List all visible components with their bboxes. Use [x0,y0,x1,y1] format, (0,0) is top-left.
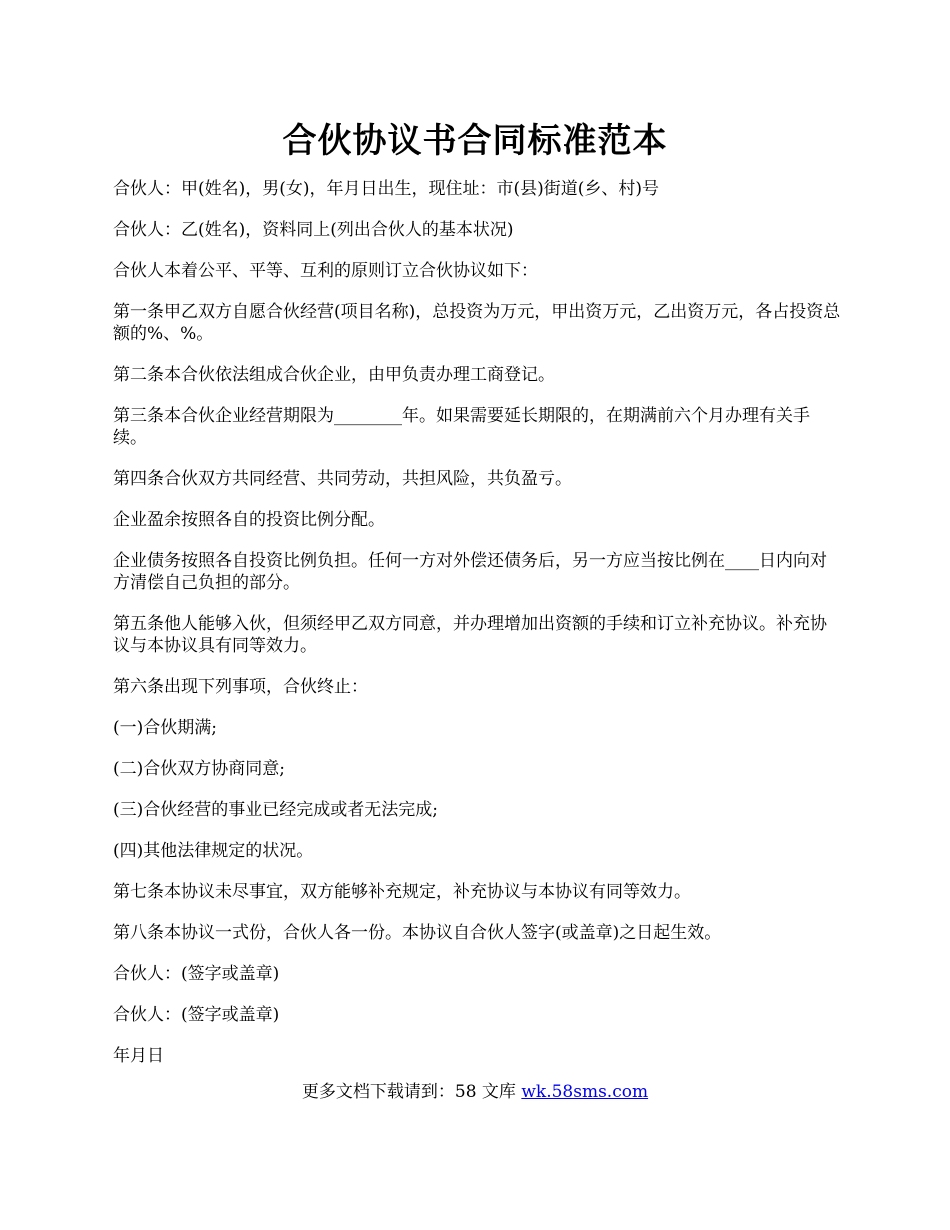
list-item-termination-4: (四)其他法律规定的状况。 [113,841,314,861]
paragraph-profit-distribution: 企业盈余按照各自的投资比例分配。 [113,510,385,530]
list-item-termination-1: (一)合伙期满; [113,718,217,738]
date-line: 年月日 [113,1046,164,1066]
paragraph-debt-liability: 企业债务按照各自投资比例负担。任何一方对外偿还债务后，另一方应当按比例在____日内向对方清偿自己负担的部分。 [113,551,827,593]
paragraph-article-6: 第六条出现下列事项，合伙终止： [113,677,368,697]
footer-download-note [0,1081,950,1103]
paragraph-article-7: 第七条本协议未尽事宜，双方能够补充规定，补充协议与本协议有同等效力。 [113,882,691,902]
paragraph-article-4: 第四条合伙双方共同经营、共同劳动，共担风险，共负盈亏。 [113,469,572,489]
signature-line-partner-2: 合伙人：(签字或盖章) [113,1005,280,1025]
paragraph-article-1: 第一条甲乙双方自愿合伙经营(项目名称)，总投资为万元，甲出资万元，乙出资万元，各占投资总额的%、%。 [113,302,841,344]
paragraph-partner-a: 合伙人：甲(姓名)，男(女)，年月日出生，现住址：市(县)街道(乡、村)号 [113,179,660,199]
paragraph-article-3: 第三条本合伙企业经营期限为________年。如果需要延长期限的，在期满前六个月办理有关手续。 [113,406,810,448]
list-item-termination-2: (二)合伙双方协商同意; [113,759,285,779]
document-body [113,178,843,1086]
signature-line-partner-1: 合伙人：(签字或盖章) [113,964,280,984]
footer-link[interactable]: wk.58sms.com [521,1082,649,1102]
paragraph-article-5: 第五条他人能够入伙，但须经甲乙双方同意，并办理增加出资额的手续和订立补充协议。补充协议与本协议具有同等效力。 [113,614,827,656]
paragraph-article-8: 第八条本协议一式份，合伙人各一份。本协议自合伙人签字(或盖章)之日起生效。 [113,923,722,943]
page-title: 合伙协议书合同标准范本 [282,121,668,161]
list-item-termination-3: (三)合伙经营的事业已经完成或者无法完成; [113,800,438,820]
paragraph-partner-b: 合伙人：乙(姓名)，资料同上(列出合伙人的基本状况) [113,220,514,240]
footer-prefix: 更多文档下载请到：58 文库 [301,1082,522,1102]
paragraph-preamble: 合伙人本着公平、平等、互利的原则订立合伙协议如下： [113,261,538,281]
paragraph-article-2: 第二条本合伙依法组成合伙企业，由甲负责办理工商登记。 [113,365,555,385]
